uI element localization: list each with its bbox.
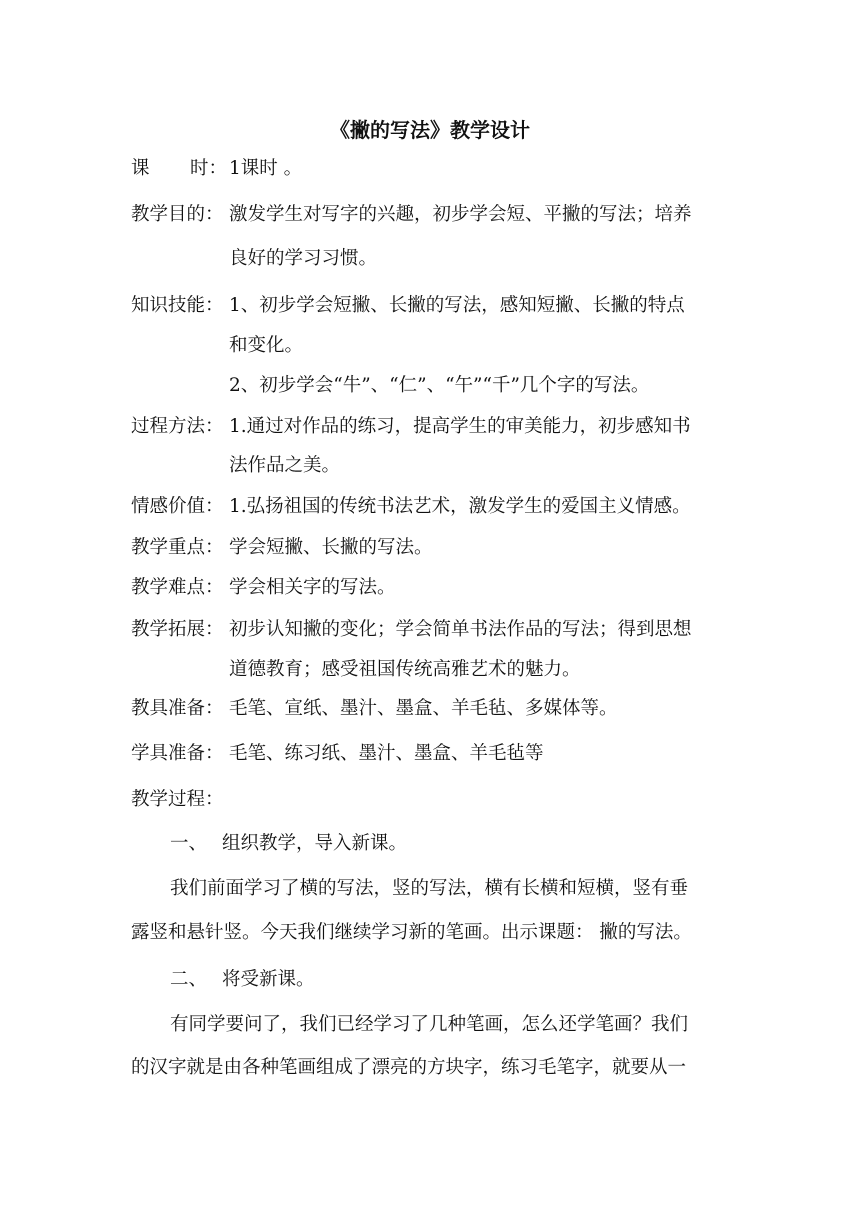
objective-label: 教学目的： [131,204,224,225]
emotion-line-1: 1.弘扬祖国的传统书法艺术，激发学生的爱国主义情感。 [229,496,691,517]
objective-line-2: 良好的学习习惯。 [229,248,378,269]
paragraph-2-line-2: 的汉字就是由各种笔画组成了漂亮的方块字，练习毛笔字，就要从一 [131,1057,687,1078]
extension-label: 教学拓展： [131,619,224,640]
key-point-value: 学会短撇、长撇的写法。 [229,537,433,558]
step-2-number: 二、 [170,969,208,990]
teacher-tools-value: 毛笔、宣纸、墨汁、墨盒、羊毛毡、多媒体等。 [229,698,618,719]
paragraph-2-line-1: 有同学要问了，我们已经学习了几种笔画，怎么还学笔画？我们 [170,1014,689,1035]
extension-line-2: 道德教育；感受祖国传统高雅艺术的魅力。 [229,659,581,680]
process-method-label: 过程方法： [131,416,224,437]
document-title: 《撇的写法》教学设计 [330,118,530,142]
knowledge-label: 知识技能： [131,295,224,316]
step-1-number: 一、 [170,833,208,854]
student-tools-value: 毛笔、练习纸、墨汁、墨盒、羊毛毡等 [229,743,544,764]
step-2-heading: 将受新课。 [222,969,315,990]
knowledge-line-1: 1、初步学会短撇、长撇的写法，感知短撇、长撇的特点 [229,295,685,316]
step-1-heading: 组织教学，导入新课。 [222,833,408,854]
teacher-tools-label: 教具准备： [131,698,224,719]
process-label: 教学过程： [131,789,224,810]
class-hours-label-b: 时： [190,158,228,179]
class-hours-label-a: 课 [131,158,150,179]
process-method-line-1: 1.通过对作品的练习，提高学生的审美能力，初步感知书 [229,416,691,437]
objective-line-1: 激发学生对写字的兴趣，初步学会短、平撇的写法；培养 [229,204,692,225]
extension-line-1: 初步认知撇的变化；学会简单书法作品的写法；得到思想 [229,619,692,640]
emotion-label: 情感价值： [131,496,224,517]
difficulty-label: 教学难点： [131,577,224,598]
difficulty-value: 学会相关字的写法。 [229,577,396,598]
student-tools-label: 学具准备： [131,743,224,764]
knowledge-line-2: 和变化。 [229,335,304,356]
key-point-label: 教学重点： [131,537,224,558]
knowledge-line-3: 2、初步学会“牛”、“仁”、“午”“千”几个字的写法。 [229,375,650,396]
paragraph-1-line-2: 露竖和悬针竖。今天我们继续学习新的笔画。出示课题： 撇的写法。 [131,922,692,943]
class-hours-value: 1课时 。 [229,158,303,179]
paragraph-1-line-1: 我们前面学习了横的写法，竖的写法，横有长横和短横，竖有垂 [170,878,689,899]
process-method-line-2: 法作品之美。 [229,455,341,476]
